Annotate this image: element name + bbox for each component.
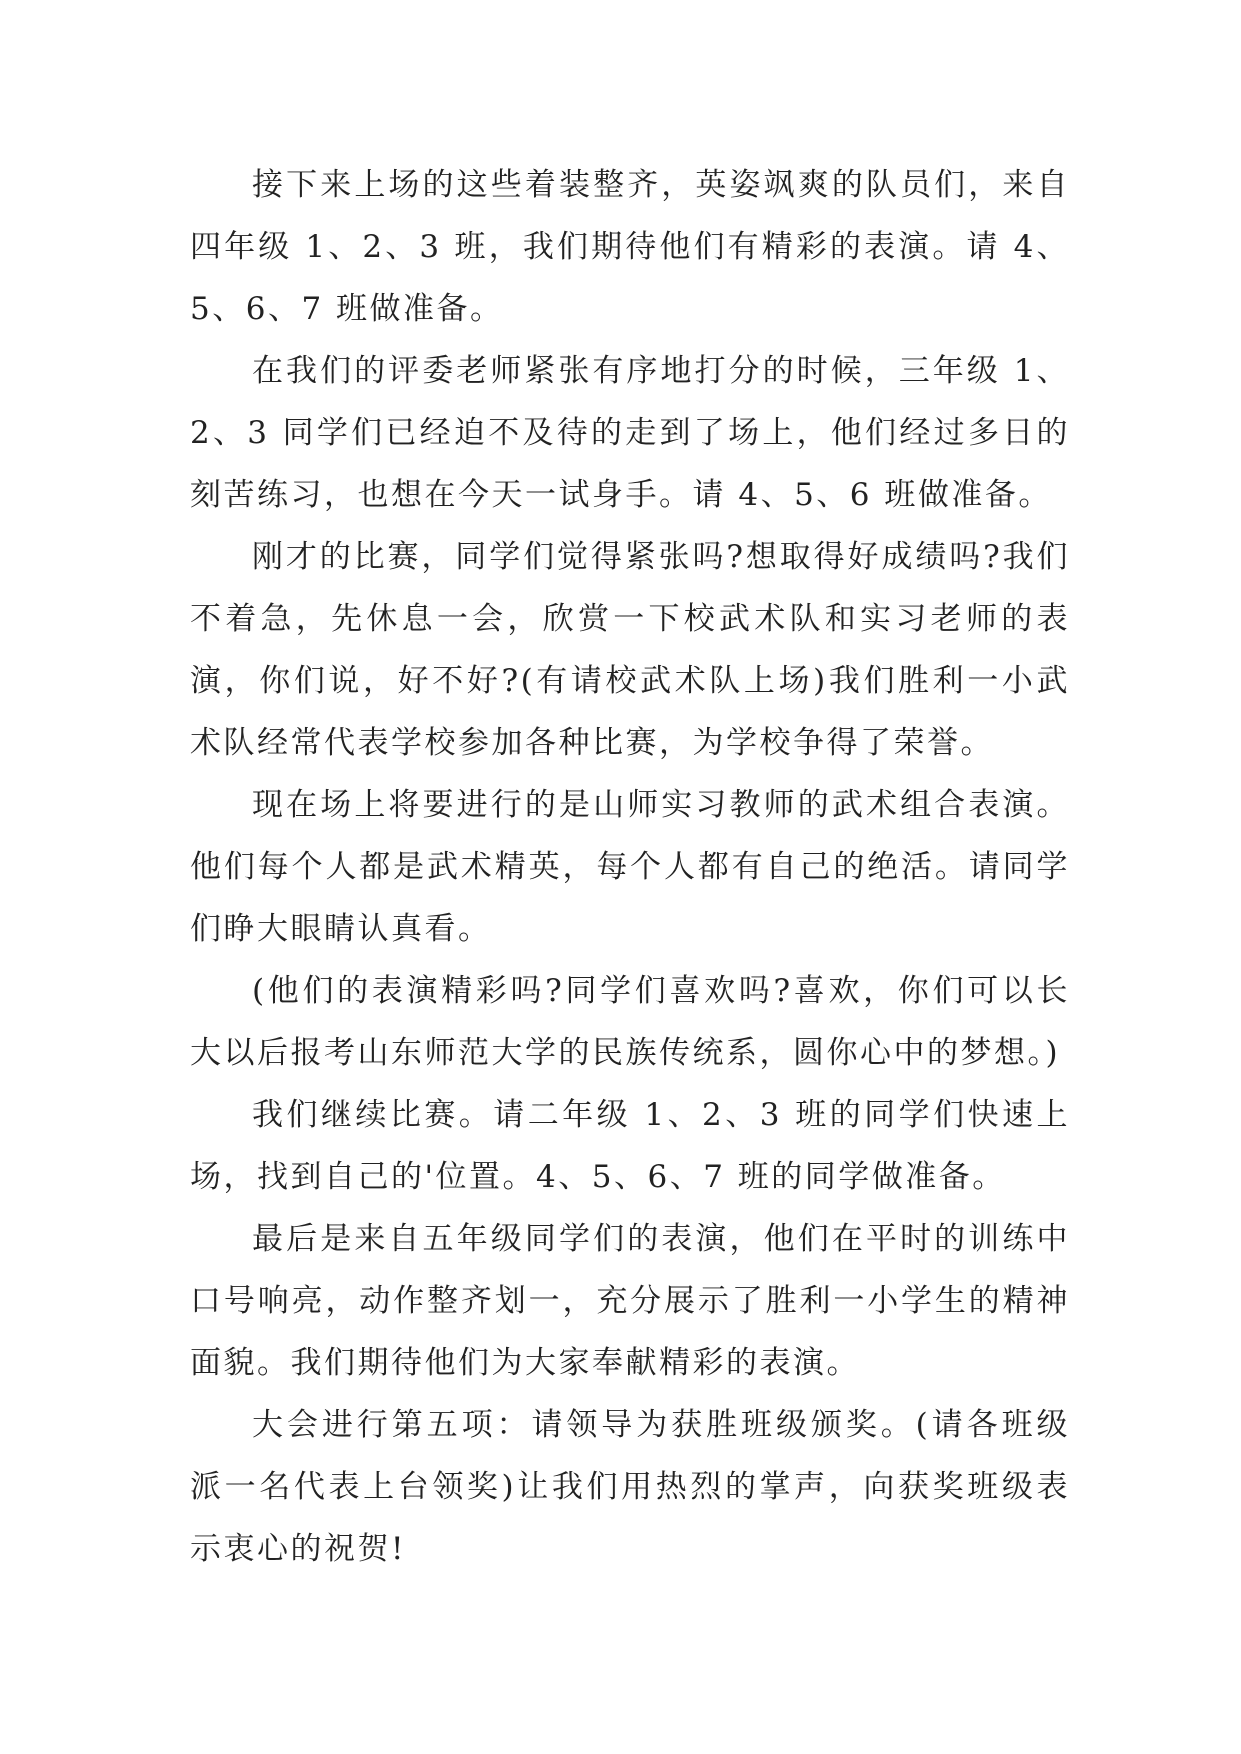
paragraph: (他们的表演精彩吗?同学们喜欢吗?喜欢，你们可以长大以后报考山东师范大学的民族传统系，圆你心中的梦想。) <box>190 973 1070 1071</box>
paragraph: 刚才的比赛，同学们觉得紧张吗?想取得好成绩吗?我们不着急，先休息一会，欣赏一下校武术队和实习老师的表演，你们说，好不好?(有请校武术队上场)我们胜利一小武术队经常代表学校参加各种比赛，为学校争得了荣誉。 <box>190 539 1070 761</box>
paragraph: 接下来上场的这些着装整齐，英姿飒爽的队员们，来自四年级 1、2、3 班，我们期待他们有精彩的表演。请 4、5、6、7 班做准备。 <box>190 167 1070 327</box>
paragraph: 在我们的评委老师紧张有序地打分的时候，三年级 1、2、3 同学们已经迫不及待的走到了场上，他们经过多日的刻苦练习，也想在今天一试身手。请 4、5、6 班做准备。 <box>190 353 1070 513</box>
paragraph: 现在场上将要进行的是山师实习教师的武术组合表演。他们每个人都是武术精英，每个人都有自己的绝活。请同学们睁大眼睛认真看。 <box>190 787 1070 947</box>
paragraph: 最后是来自五年级同学们的表演，他们在平时的训练中口号响亮，动作整齐划一，充分展示了胜利一小学生的精神面貌。我们期待他们为大家奉献精彩的表演。 <box>190 1221 1070 1381</box>
paragraph: 我们继续比赛。请二年级 1、2、3 班的同学们快速上场，找到自己的'位置。4、5、6、7 班的同学做准备。 <box>190 1097 1070 1195</box>
document-body <box>190 154 1070 1580</box>
paragraph: 大会进行第五项：请领导为获胜班级颁奖。(请各班级派一名代表上台领奖)让我们用热烈的掌声，向获奖班级表示衷心的祝贺! <box>190 1407 1070 1567</box>
